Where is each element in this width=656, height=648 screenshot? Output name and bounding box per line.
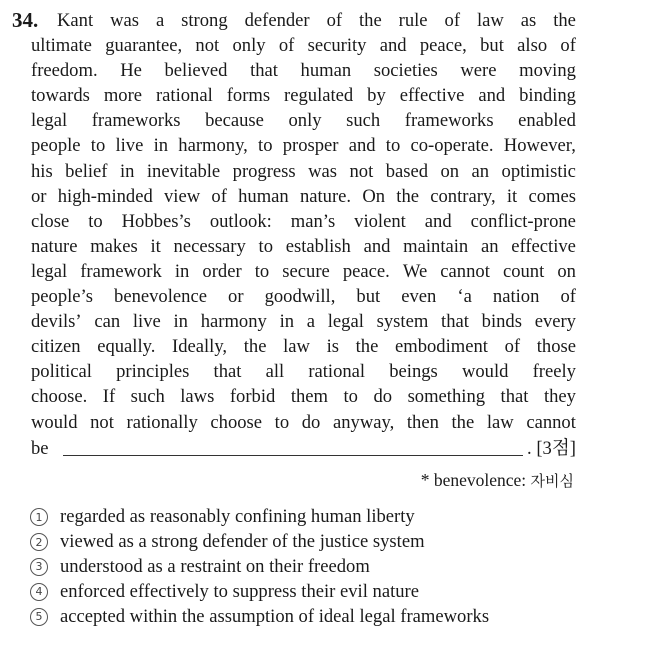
passage-line — [31, 259, 576, 284]
word: an — [471, 160, 490, 182]
word: believed — [164, 60, 228, 82]
word: and — [363, 235, 391, 257]
word: the — [243, 336, 267, 358]
word: but — [480, 35, 504, 57]
word: makes — [90, 235, 138, 257]
word: choose — [210, 411, 263, 433]
passage-line — [31, 359, 576, 384]
word: or — [31, 185, 47, 207]
answer-options — [30, 505, 489, 629]
word: maintain — [403, 235, 469, 257]
word: political — [31, 361, 92, 383]
word: even — [401, 286, 437, 308]
word: forbid — [229, 386, 276, 408]
word: system — [376, 311, 429, 333]
note-korean: 자비심 — [530, 472, 574, 490]
points-label: . [3점] — [527, 437, 576, 459]
word: defender — [244, 10, 310, 31]
word: would — [31, 411, 78, 433]
word: goodwill, — [264, 286, 336, 308]
passage-line — [31, 58, 576, 83]
word: a — [155, 10, 165, 31]
word: people — [31, 135, 81, 157]
word: law — [476, 10, 504, 31]
word: that — [250, 60, 278, 82]
word: contrary, — [430, 185, 496, 207]
option-text: viewed as a strong defender of the justice system — [60, 531, 425, 553]
word: only — [288, 110, 322, 132]
word: the — [396, 185, 419, 207]
word: such — [130, 386, 165, 408]
word: high-minded — [57, 185, 153, 207]
word: necessary — [173, 235, 246, 257]
word: and — [348, 135, 376, 157]
word: outlook: — [209, 210, 272, 232]
option-2[interactable] — [30, 530, 489, 555]
word: human — [238, 185, 289, 207]
option-text: regarded as reasonably confining human liberty — [60, 506, 415, 528]
word: legal — [31, 260, 68, 282]
word: Hobbes’s — [121, 210, 191, 232]
word: was — [308, 160, 338, 182]
word: them — [290, 386, 328, 408]
word: violent — [354, 210, 406, 232]
word: forms — [226, 85, 271, 107]
word: cannot — [526, 411, 576, 433]
option-text: accepted within the assumption of ideal legal frameworks — [60, 605, 490, 627]
word: frameworks — [404, 110, 494, 132]
word: to — [343, 386, 358, 408]
word: framework — [80, 260, 162, 282]
circled-number-2-icon: 2 — [30, 533, 48, 551]
passage-line — [31, 334, 576, 359]
word: of — [504, 336, 521, 358]
word: on — [440, 160, 460, 182]
passage-line — [31, 309, 576, 334]
word: peace, — [419, 35, 467, 57]
word: live — [132, 311, 161, 333]
passage-line — [31, 410, 576, 435]
word: of — [560, 35, 576, 57]
word: count — [502, 260, 545, 282]
option-text: understood as a restraint on their freedom — [60, 555, 370, 577]
word: not — [195, 35, 220, 57]
word: binding — [519, 85, 576, 107]
word: secure — [282, 260, 330, 282]
word: to — [258, 135, 273, 157]
word: to — [254, 260, 270, 282]
word: not — [349, 160, 374, 182]
word: equally. — [97, 336, 156, 358]
word: it — [150, 235, 161, 257]
word: but — [356, 286, 381, 308]
word: only — [232, 35, 266, 57]
word: If — [102, 386, 116, 408]
option-5[interactable] — [30, 604, 489, 629]
word: On — [362, 185, 386, 207]
word: regulated — [284, 85, 354, 107]
word: prosper — [282, 135, 339, 157]
word: of — [211, 185, 227, 207]
word: they — [543, 386, 576, 408]
option-4[interactable] — [30, 579, 489, 604]
word: people’s — [31, 286, 93, 308]
word: Ideally, — [172, 336, 228, 358]
word: of — [560, 286, 576, 308]
word: optimistic — [501, 160, 576, 182]
circled-number-4-icon: 4 — [30, 583, 48, 601]
word: effective — [511, 235, 576, 257]
option-3[interactable] — [30, 555, 489, 580]
word: rule — [398, 10, 428, 31]
word: not — [90, 411, 114, 433]
word: choose. — [31, 386, 88, 408]
word: ultimate — [31, 35, 92, 57]
word: rational — [308, 361, 366, 383]
word: nature. — [299, 185, 352, 207]
word: laws — [180, 386, 215, 408]
word: establish — [285, 235, 351, 257]
word: He — [120, 60, 142, 82]
word: nation — [492, 286, 540, 308]
word: moving — [519, 60, 576, 82]
word: the — [451, 411, 475, 433]
word: to — [385, 135, 401, 157]
word: devils’ — [31, 311, 82, 333]
passage-line — [31, 284, 576, 309]
option-1[interactable] — [30, 505, 489, 530]
word: However, — [503, 135, 576, 157]
word: and — [478, 85, 506, 107]
word: based — [385, 160, 429, 182]
word: by — [367, 85, 386, 107]
question-34 — [12, 8, 576, 461]
word: do — [373, 386, 393, 408]
word: can — [94, 311, 121, 333]
word: principles — [116, 361, 190, 383]
word: guarantee, — [105, 35, 183, 57]
word: would — [461, 361, 509, 383]
word: towards — [31, 85, 90, 107]
word: harmony — [200, 311, 267, 333]
word: rationally — [126, 411, 198, 433]
blank-prefix: be — [31, 437, 49, 459]
word: were — [460, 60, 497, 82]
word: in — [173, 311, 188, 333]
question-number: 34. — [12, 8, 39, 32]
word: beings — [389, 361, 438, 383]
word: co-operate. — [410, 135, 494, 157]
passage-line — [31, 83, 576, 108]
word: strong — [181, 10, 228, 31]
word: frameworks — [91, 110, 181, 132]
word: rational — [155, 85, 213, 107]
answer-blank — [63, 437, 523, 456]
circled-number-5-icon: 5 — [30, 608, 48, 626]
word: Kant — [57, 10, 94, 31]
passage-line — [31, 159, 576, 184]
word: benevolence — [114, 286, 207, 308]
word: and — [424, 210, 452, 232]
word: security — [307, 35, 367, 57]
word: view — [164, 185, 201, 207]
word: human — [300, 60, 352, 82]
word: to — [274, 411, 290, 433]
word: and — [379, 35, 407, 57]
word: such — [346, 110, 381, 132]
word: peace. — [342, 260, 390, 282]
word: ‘a — [457, 286, 472, 308]
word: law — [283, 336, 310, 358]
option-text: enforced effectively to suppress their evil nature — [60, 580, 419, 602]
word: in — [153, 135, 169, 157]
word: as — [520, 10, 537, 31]
word: or — [228, 286, 244, 308]
passage-line — [31, 8, 576, 33]
word: that — [500, 386, 529, 408]
word: the — [359, 10, 382, 31]
word: effective — [399, 85, 465, 107]
word: on — [557, 260, 576, 282]
passage — [31, 8, 576, 461]
word: that — [213, 361, 242, 383]
word: all — [265, 361, 285, 383]
word: legal — [327, 311, 364, 333]
word: societies — [373, 60, 438, 82]
word: to — [88, 210, 103, 232]
word: his — [31, 160, 53, 182]
word: enabled — [518, 110, 576, 132]
passage-line — [31, 184, 576, 209]
word: nature — [31, 235, 78, 257]
passage-line — [31, 209, 576, 234]
word: the — [553, 10, 576, 31]
word: it — [506, 185, 518, 207]
word: is — [326, 336, 339, 358]
word: binds — [481, 311, 522, 333]
word: that — [441, 311, 469, 333]
word: embodiment — [395, 336, 488, 358]
word: to — [258, 235, 274, 257]
word: to — [90, 135, 106, 157]
word: in — [279, 311, 295, 333]
word: man’s — [290, 210, 336, 232]
circled-number-3-icon: 3 — [30, 558, 48, 576]
passage-line — [31, 133, 576, 158]
word: freely — [532, 361, 576, 383]
word: of — [326, 10, 343, 31]
word: comes — [528, 185, 576, 207]
circled-number-1-icon: 1 — [30, 508, 48, 526]
vocabulary-note — [421, 470, 574, 491]
word: anyway, — [332, 411, 395, 433]
word: of — [444, 10, 461, 31]
word: harmony, — [178, 135, 248, 157]
passage-line — [31, 384, 576, 409]
word: belief — [65, 160, 108, 182]
word: do — [301, 411, 321, 433]
word: something — [407, 386, 486, 408]
word: those — [536, 336, 576, 358]
word: progress — [232, 160, 296, 182]
word: legal — [31, 110, 68, 132]
word: close — [31, 210, 70, 232]
word: of — [278, 35, 295, 57]
word: in — [119, 160, 135, 182]
word: order — [202, 260, 242, 282]
word: freedom. — [31, 60, 98, 82]
word: more — [103, 85, 143, 107]
word: an — [480, 235, 499, 257]
word: a — [306, 311, 316, 333]
passage-line — [31, 108, 576, 133]
word: live — [115, 135, 144, 157]
word: cannot — [440, 260, 490, 282]
word: inevitable — [146, 160, 221, 182]
word: We — [402, 260, 428, 282]
passage-line — [31, 33, 576, 58]
word: was — [110, 10, 140, 31]
word: because — [205, 110, 264, 132]
word: citizen — [31, 336, 81, 358]
blank-line — [31, 435, 576, 461]
word: every — [534, 311, 576, 333]
word: the — [355, 336, 379, 358]
word: law — [486, 411, 514, 433]
passage-line — [31, 234, 576, 259]
word: also — [517, 35, 548, 57]
word: conflict-prone — [470, 210, 576, 232]
word: in — [174, 260, 190, 282]
note-term: * benevolence: — [420, 470, 531, 490]
word: then — [406, 411, 439, 433]
